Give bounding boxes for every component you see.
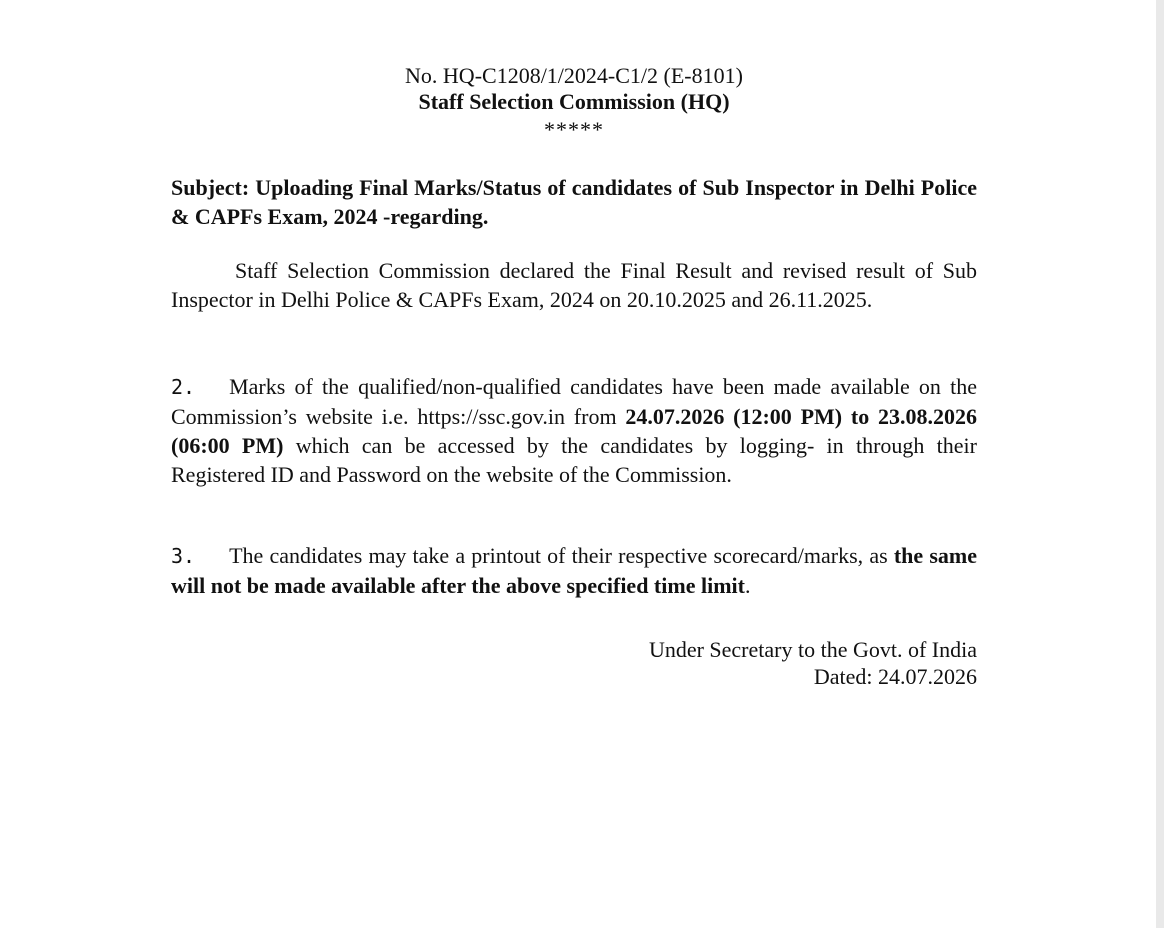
separator-stars: *****: [544, 117, 604, 142]
page-edge: [1156, 0, 1164, 928]
signatory-title: Under Secretary to the Govt. of India: [648, 637, 977, 662]
paragraph-3: [171, 541, 977, 600]
paragraph-2-number: 2.: [171, 375, 196, 399]
paragraph-3-text-end: .: [744, 573, 751, 598]
organization-name: Staff Selection Commission (HQ): [418, 89, 730, 114]
paragraph-3-text-start: The candidates may take a printout of their respective scorecard/marks, as: [229, 543, 894, 568]
paragraph-2-text-start: Marks of the qualified/non-qualified candidates have been made available on the Commission’s website i.e. https://ssc.gov.in from: [171, 374, 977, 429]
paragraph-2: [171, 372, 977, 489]
signature-date: Dated: 24.07.2026: [813, 664, 977, 689]
availability-period: 24.07.2026 (12:00 PM) to 23.08.2026 (06:00 PM): [171, 404, 977, 458]
time-limit-notice: the same will not be made available after the above specified time limit: [171, 543, 977, 598]
paragraph-3-number: 3.: [171, 544, 196, 568]
paragraph-1: [171, 256, 977, 314]
paragraph-1-text: Staff Selection Commission declared the Final Result and revised result of Sub Inspector in Delhi Police & CAPFs Exam, 2024 on 20.10.2025 and 26.11.2025.: [171, 258, 977, 312]
paragraph-2-text-end: which can be accessed by the candidates by logging- in through their Registered ID and Password on the website of the Commission.: [171, 433, 977, 487]
reference-number: No. HQ-C1208/1/2024-C1/2 (E-8101): [405, 63, 743, 88]
subject-line: Subject: Uploading Final Marks/Status of candidates of Sub Inspector in Delhi Police & CAPFs Exam, 2024 -regarding.: [171, 175, 977, 229]
